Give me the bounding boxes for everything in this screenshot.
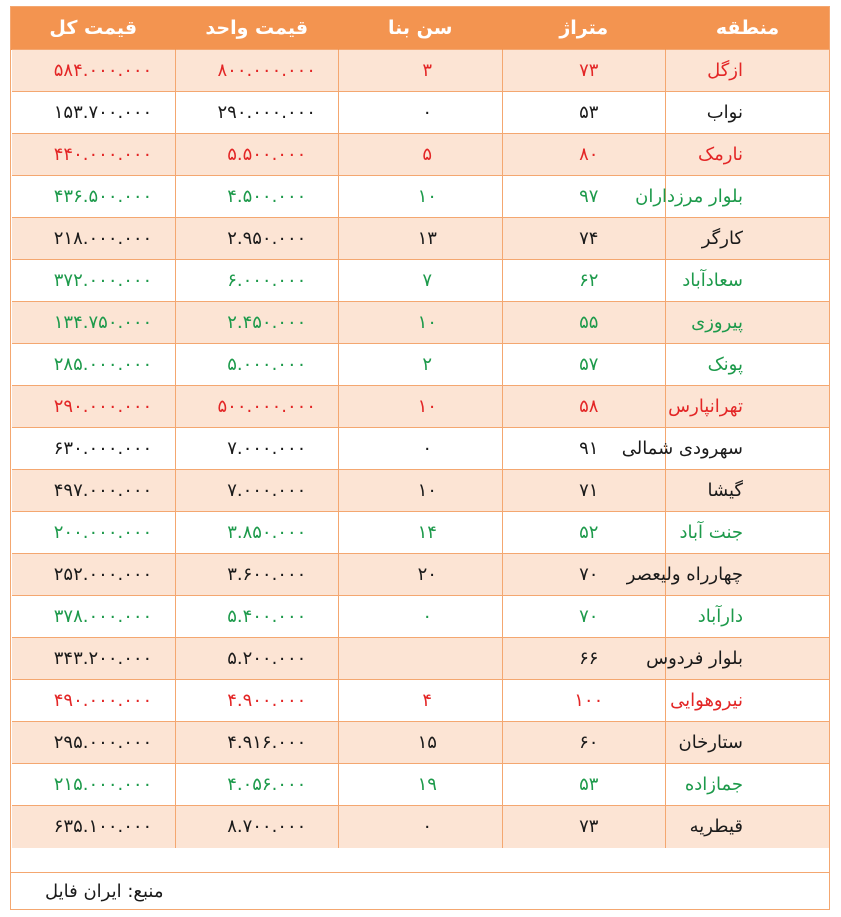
cell-area: ۷۱ [502, 470, 666, 512]
table-row [12, 806, 830, 848]
cell-total-price: ۲۸۵.۰۰۰.۰۰۰ [12, 344, 176, 386]
table-header-row [12, 7, 830, 50]
cell-age [339, 638, 503, 680]
cell-region: سعادآباد [666, 260, 830, 302]
cell-unit-price: ۴.۹۱۶.۰۰۰ [175, 722, 339, 764]
cell-age: ۰ [339, 806, 503, 848]
cell-region: تهرانپارس [666, 386, 830, 428]
cell-unit-price: ۵.۵۰۰.۰۰۰ [175, 134, 339, 176]
cell-age: ۱۰ [339, 176, 503, 218]
cell-region: بلوار فردوس [666, 638, 830, 680]
cell-unit-price: ۴.۰۵۶.۰۰۰ [175, 764, 339, 806]
header-area: متراژ [502, 7, 666, 50]
cell-unit-price: ۷.۰۰۰.۰۰۰ [175, 470, 339, 512]
cell-total-price: ۴۴۰.۰۰۰.۰۰۰ [12, 134, 176, 176]
cell-total-price: ۳۷۸.۰۰۰.۰۰۰ [12, 596, 176, 638]
table-row [12, 344, 830, 386]
cell-age: ۱۰ [339, 302, 503, 344]
cell-total-price: ۲۱۵.۰۰۰.۰۰۰ [12, 764, 176, 806]
cell-unit-price: ۸.۷۰۰.۰۰۰ [175, 806, 339, 848]
cell-age: ۲ [339, 344, 503, 386]
cell-area: ۶۶ [502, 638, 666, 680]
cell-unit-price: ۳.۸۵۰.۰۰۰ [175, 512, 339, 554]
cell-area: ۷۰ [502, 554, 666, 596]
cell-area: ۷۴ [502, 218, 666, 260]
table-row [12, 638, 830, 680]
cell-region: پونک [666, 344, 830, 386]
cell-unit-price: ۵۰۰.۰۰۰.۰۰۰ [175, 386, 339, 428]
header-total-price: قیمت کل [12, 7, 176, 50]
cell-total-price: ۲۵۲.۰۰۰.۰۰۰ [12, 554, 176, 596]
cell-age: ۱۹ [339, 764, 503, 806]
cell-total-price: ۳۴۳.۲۰۰.۰۰۰ [12, 638, 176, 680]
table-row [12, 134, 830, 176]
cell-unit-price: ۳.۶۰۰.۰۰۰ [175, 554, 339, 596]
cell-total-price: ۴۹۰.۰۰۰.۰۰۰ [12, 680, 176, 722]
cell-area: ۹۷ [502, 176, 666, 218]
cell-unit-price: ۴.۹۰۰.۰۰۰ [175, 680, 339, 722]
cell-area: ۵۳ [502, 92, 666, 134]
cell-total-price: ۲۱۸.۰۰۰.۰۰۰ [12, 218, 176, 260]
table-row [12, 50, 830, 92]
cell-region: نارمک [666, 134, 830, 176]
cell-age: ۰ [339, 428, 503, 470]
cell-age: ۰ [339, 92, 503, 134]
housing-price-table [11, 7, 829, 848]
cell-age: ۱۰ [339, 386, 503, 428]
table-row [12, 470, 830, 512]
cell-area: ۹۱ [502, 428, 666, 470]
cell-area: ۵۳ [502, 764, 666, 806]
cell-area: ۱۰۰ [502, 680, 666, 722]
cell-region: نواب [666, 92, 830, 134]
cell-area: ۷۳ [502, 806, 666, 848]
table-row [12, 722, 830, 764]
cell-region: پیروزی [666, 302, 830, 344]
cell-area: ۸۰ [502, 134, 666, 176]
cell-age: ۱۰ [339, 470, 503, 512]
cell-area: ۵۲ [502, 512, 666, 554]
cell-unit-price: ۲.۹۵۰.۰۰۰ [175, 218, 339, 260]
cell-region: گیشا [666, 470, 830, 512]
cell-unit-price: ۶.۰۰۰.۰۰۰ [175, 260, 339, 302]
cell-region: دارآباد [666, 596, 830, 638]
table-row [12, 428, 830, 470]
cell-age: ۳ [339, 50, 503, 92]
cell-total-price: ۵۸۴.۰۰۰.۰۰۰ [12, 50, 176, 92]
table-row [12, 92, 830, 134]
table-row [12, 302, 830, 344]
cell-unit-price: ۵.۴۰۰.۰۰۰ [175, 596, 339, 638]
cell-total-price: ۴۳۶.۵۰۰.۰۰۰ [12, 176, 176, 218]
table-row [12, 512, 830, 554]
cell-area: ۵۷ [502, 344, 666, 386]
cell-total-price: ۳۷۲.۰۰۰.۰۰۰ [12, 260, 176, 302]
cell-total-price: ۲۹۵.۰۰۰.۰۰۰ [12, 722, 176, 764]
cell-region: قیطریه [666, 806, 830, 848]
table-row [12, 218, 830, 260]
cell-unit-price: ۵.۲۰۰.۰۰۰ [175, 638, 339, 680]
table-row [12, 680, 830, 722]
cell-region: سهرودی شمالی [666, 428, 830, 470]
cell-area: ۷۰ [502, 596, 666, 638]
header-unit-price: قیمت واحد [175, 7, 339, 50]
header-region: منطقه [666, 7, 830, 50]
cell-unit-price: ۵.۰۰۰.۰۰۰ [175, 344, 339, 386]
cell-total-price: ۱۳۴.۷۵۰.۰۰۰ [12, 302, 176, 344]
cell-unit-price: ۷.۰۰۰.۰۰۰ [175, 428, 339, 470]
cell-area: ۵۵ [502, 302, 666, 344]
cell-unit-price: ۴.۵۰۰.۰۰۰ [175, 176, 339, 218]
cell-area: ۶۰ [502, 722, 666, 764]
header-age: سن بنا [339, 7, 503, 50]
cell-region: نیروهوایی [666, 680, 830, 722]
cell-unit-price: ۸۰۰.۰۰۰.۰۰۰ [175, 50, 339, 92]
cell-region: جنت آباد [666, 512, 830, 554]
cell-region: ازگل [666, 50, 830, 92]
cell-total-price: ۱۵۳.۷۰۰.۰۰۰ [12, 92, 176, 134]
cell-unit-price: ۲۹۰.۰۰۰.۰۰۰ [175, 92, 339, 134]
cell-area: ۵۸ [502, 386, 666, 428]
cell-area: ۷۳ [502, 50, 666, 92]
table-row [12, 554, 830, 596]
cell-age: ۰ [339, 596, 503, 638]
cell-age: ۷ [339, 260, 503, 302]
table-row [12, 764, 830, 806]
cell-region: کارگر [666, 218, 830, 260]
cell-unit-price: ۲.۴۵۰.۰۰۰ [175, 302, 339, 344]
cell-region: ستارخان [666, 722, 830, 764]
cell-total-price: ۲۰۰.۰۰۰.۰۰۰ [12, 512, 176, 554]
cell-area: ۶۲ [502, 260, 666, 302]
table-body [12, 50, 830, 848]
cell-total-price: ۶۳۰.۰۰۰.۰۰۰ [12, 428, 176, 470]
cell-age: ۱۵ [339, 722, 503, 764]
table-row [12, 596, 830, 638]
cell-region: بلوار مرزداران [666, 176, 830, 218]
cell-region: جمازاده [666, 764, 830, 806]
cell-total-price: ۲۹۰.۰۰۰.۰۰۰ [12, 386, 176, 428]
table-row [12, 386, 830, 428]
cell-age: ۵ [339, 134, 503, 176]
price-table-frame [10, 6, 830, 910]
source-note: منبع: ایران فایل [11, 872, 829, 909]
cell-age: ۴ [339, 680, 503, 722]
cell-region: چهارراه ولیعصر [666, 554, 830, 596]
cell-total-price: ۴۹۷.۰۰۰.۰۰۰ [12, 470, 176, 512]
cell-total-price: ۶۳۵.۱۰۰.۰۰۰ [12, 806, 176, 848]
cell-age: ۱۴ [339, 512, 503, 554]
cell-age: ۱۳ [339, 218, 503, 260]
cell-age: ۲۰ [339, 554, 503, 596]
table-row [12, 260, 830, 302]
table-row [12, 176, 830, 218]
